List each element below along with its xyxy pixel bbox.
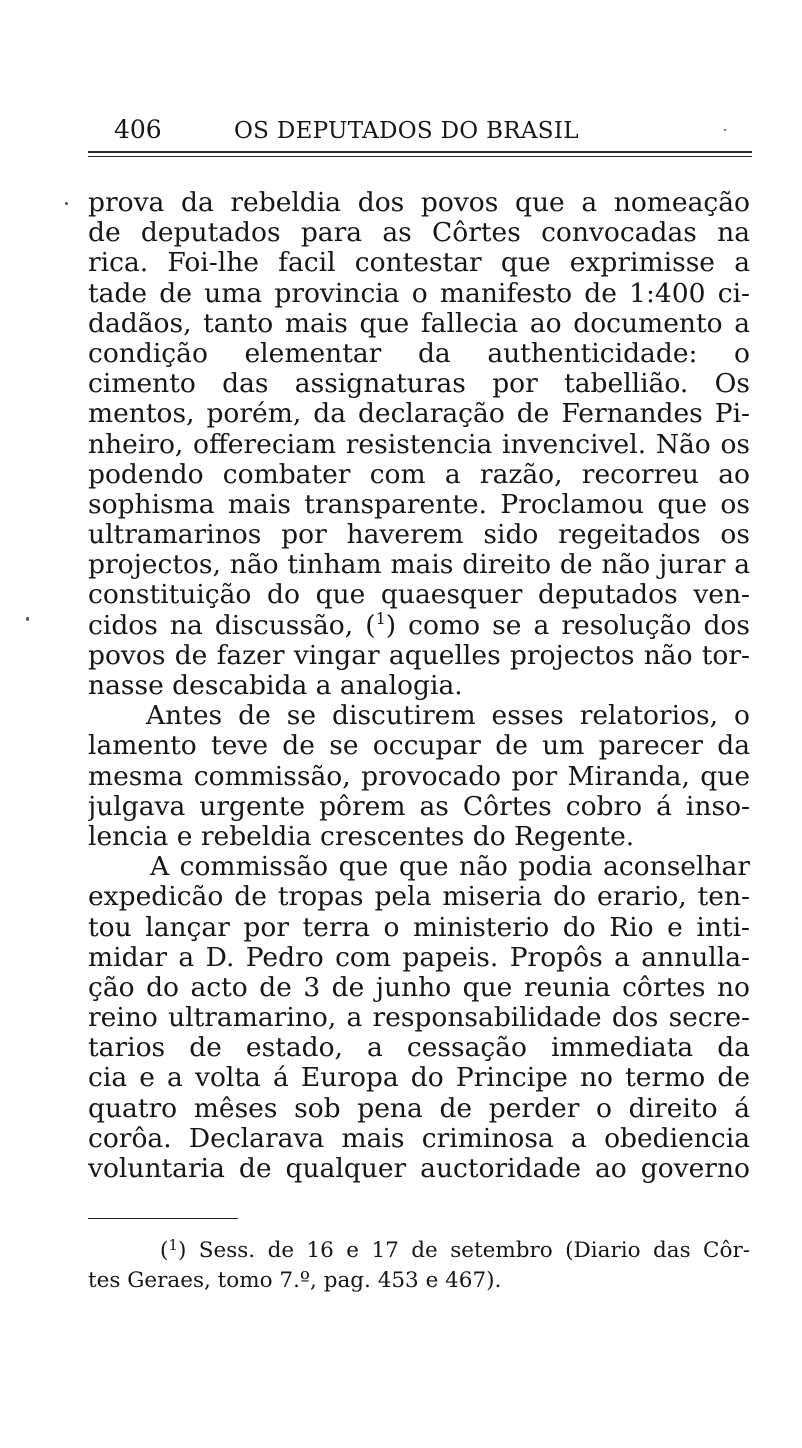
text-line: prova da rebeldia dos povos que a nomeação	[88, 188, 750, 218]
body-text	[88, 188, 750, 1184]
margin-speck	[65, 202, 68, 205]
text-line: tade de uma provincia o manifesto de 1:400 ci-	[88, 278, 750, 309]
text-line: lencia e rebeldia crescentes do Regente.	[88, 820, 635, 852]
text-line: podendo combater com a razão, recorreu ao	[88, 459, 750, 490]
paragraph-start: A commissão que que não podia aconselhar	[150, 852, 750, 883]
text-line: expedicão de tropas pela miseria do erario, ten-	[88, 882, 750, 913]
footnote-text: Sess. de 16 e 17 de setembro (Diario das Côr-	[198, 1238, 750, 1263]
footnote-mark-number: 1	[168, 1236, 178, 1254]
text-line: mentos, porém, da declaração de Fernandes Pi-	[88, 399, 750, 430]
text-segment: cidos na discussão, (	[88, 610, 376, 641]
text-line: condição elementar da authenticidade: o	[88, 338, 750, 369]
text-line: voluntaria de qualquer auctoridade ao governo	[88, 1154, 750, 1184]
text-line: ultramarinos por haverem sido regeitados os	[88, 520, 750, 551]
text-line: dadãos, tanto mais que fallecia ao documento a	[88, 308, 750, 339]
text-line: mesma commissão, provocado por Miranda, que	[88, 761, 750, 792]
paragraph-start: Antes de se discutirem esses relatorios, o	[146, 701, 750, 732]
text-line: cimento das assignaturas por tabellião. Os	[88, 369, 750, 400]
text-line: constituição do que quaesquer deputados ven-	[88, 580, 750, 611]
footnote-rule	[88, 1218, 238, 1219]
text-line: julgava urgente pôrem as Côrtes cobro á inso-	[88, 791, 750, 822]
text-line: sophisma mais transparente. Proclamou que os	[88, 489, 750, 520]
header-rule-top	[88, 151, 752, 153]
text-line: reino ultramarino, a responsabilidade dos secre-	[88, 1003, 750, 1034]
footnote	[88, 1236, 750, 1296]
text-line: midar a D. Pedro com papeis. Propôs a annulla-	[88, 942, 750, 973]
text-line: nasse descabida a analogia.	[88, 670, 463, 701]
text-line: de deputados para as Côrtes convocadas na	[88, 218, 750, 249]
text-line: rica. Foi-lhe facil contestar que exprimisse a	[88, 248, 750, 279]
text-line: quatro mêses sob pena de perder o direito á	[88, 1093, 750, 1124]
header-rule-bottom	[88, 156, 752, 157]
text-line: projectos, não tinham mais direito de não jurar a	[88, 550, 750, 581]
footnote-line	[88, 1236, 750, 1266]
text-line: lamento teve de se occupar de um parecer da	[88, 731, 750, 762]
text-segment: ) como se a resolução dos	[385, 610, 750, 641]
text-line: povos de fazer vingar aquelles projectos não tor-	[88, 640, 750, 671]
text-line: corôa. Declarava mais criminosa a obediencia	[88, 1123, 750, 1154]
footnote-mark-close: )	[177, 1238, 187, 1263]
margin-speck	[26, 617, 29, 621]
footnote-mark-open: (	[160, 1238, 169, 1263]
page-header	[88, 114, 752, 150]
footnote-reference: 1	[375, 610, 386, 628]
running-title: OS DEPUTADOS DO BRASIL	[234, 118, 579, 144]
text-line: tarios de estado, a cessação immediata da	[88, 1033, 750, 1064]
page-number: 406	[114, 115, 162, 144]
text-line: nheiro, offereciam resistencia invencivel. Não os	[88, 429, 750, 460]
footnote-line: tes Geraes, tomo 7.º, pag. 453 e 467).	[88, 1268, 502, 1293]
text-line: cia e a volta á Europa do Principe no termo de	[88, 1063, 750, 1094]
text-line-with-note	[88, 611, 750, 641]
margin-speck	[724, 129, 726, 131]
text-line: tou lançar por terra o ministerio do Rio e inti-	[88, 912, 750, 943]
text-line: ção do acto de 3 de junho que reunia côrtes no	[88, 972, 750, 1003]
